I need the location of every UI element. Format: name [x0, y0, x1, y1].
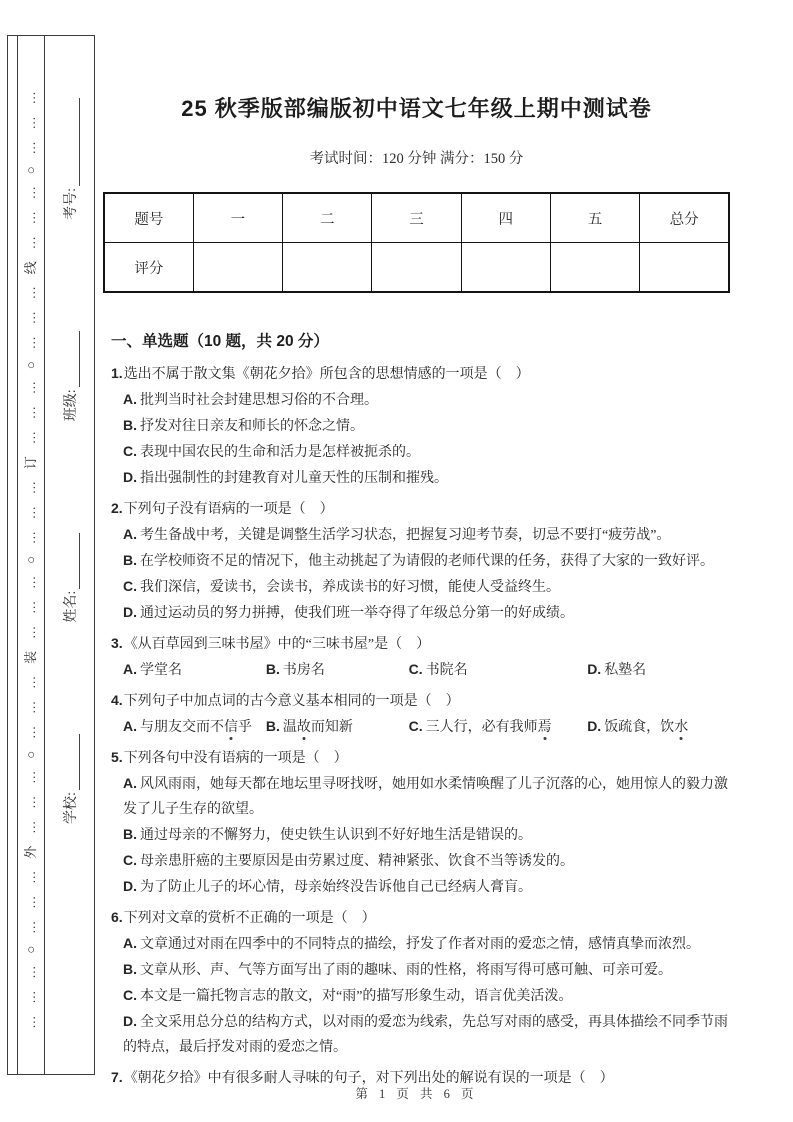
option-letter: D.	[123, 604, 137, 620]
option-letter: C.	[123, 987, 137, 1003]
options-row	[111, 657, 730, 683]
option-letter: A.	[123, 935, 137, 951]
option: B. 书房名	[265, 661, 325, 678]
option: C. 我们深信，爱读书，会读书，养成读书的好习惯，能使人受益终生。	[123, 578, 560, 595]
score-table-header-cell: 二	[283, 193, 372, 243]
option: C. 书院名	[408, 661, 468, 678]
score-cell	[372, 243, 461, 293]
option: B. 抒发对往日亲友和师长的怀念之情。	[123, 417, 364, 434]
question-number: 3.	[111, 635, 123, 651]
student-fields-column	[45, 36, 94, 1074]
option: B. 通过母亲的不懈努力，使史铁生认识到不好好地生活是错误的。	[123, 826, 532, 843]
margin-field-label: 班级:	[64, 389, 79, 422]
score-table-header-row	[104, 193, 729, 243]
question-number: 5.	[111, 749, 123, 765]
option: A. 考生备战中考，关键是调整生活学习状态，把握复习迎考节奏，切忌不要打“疲劳战”。	[123, 526, 671, 543]
question-number: 4.	[111, 692, 123, 708]
binding-line-text: ………○………外………○………装………○………订………○………线………○………	[23, 79, 38, 1029]
emphasis-dot-char: 焉	[537, 720, 552, 735]
margin-field-label: 姓名:	[64, 590, 79, 623]
binding-margin	[7, 35, 95, 1075]
option: D. 私塾名	[587, 661, 647, 678]
option-letter: B.	[123, 552, 137, 568]
option-letter: B.	[265, 718, 280, 734]
question-number: 6.	[111, 909, 123, 925]
score-table-header-cell: 一	[193, 193, 282, 243]
option-letter: C.	[123, 852, 137, 868]
score-table-body	[104, 193, 729, 292]
question-text: 2.下列句子没有语病的一项是（ ）	[111, 500, 334, 517]
option-letter: A.	[123, 661, 137, 677]
question-text: 3.《从百草园到三味书屋》中的“三味书屋”是（ ）	[111, 635, 431, 652]
question-number: 1.	[111, 365, 123, 381]
score-cell	[283, 243, 372, 293]
option: A. 与朋友交而不信乎	[123, 718, 252, 735]
margin-field	[60, 98, 80, 220]
option: D. 为了防止儿子的坏心情，母亲始终没告诉他自己已经病人膏肓。	[123, 878, 532, 895]
option-letter: C.	[408, 661, 423, 677]
score-row-label: 评分	[104, 243, 193, 293]
option: A. 学堂名	[123, 661, 182, 678]
binding-margin-spacer	[8, 36, 18, 1074]
option: A. 风风雨雨，她每天都在地坛里寻呀找呀，她用如水柔情唤醒了儿子沉落的心，她用惊人的毅力激发了儿子生存的欲望。	[123, 775, 728, 817]
question	[111, 496, 730, 626]
section-heading: 一、单选题（10 题，共 20 分）	[111, 333, 329, 350]
score-table-header-cell: 四	[461, 193, 550, 243]
margin-fields	[45, 36, 95, 1072]
option-letter: C.	[408, 718, 423, 734]
margin-field-blank	[64, 98, 80, 186]
option: C. 本文是一篇托物言志的散文，对“雨”的描写形象生动，语言优美活泼。	[123, 987, 573, 1004]
margin-field	[60, 533, 80, 623]
margin-field-label: 学校:	[64, 792, 79, 824]
score-table-header-cell: 五	[550, 193, 639, 243]
option-letter: D.	[587, 661, 602, 677]
emphasis-dot-char: 水	[674, 720, 689, 735]
option-letter: B.	[123, 826, 137, 842]
emphasis-dot-char: 故	[296, 720, 311, 735]
option-letter: A.	[123, 391, 137, 407]
score-table-header-cell: 三	[372, 193, 461, 243]
question	[111, 688, 730, 740]
option-letter: A.	[123, 526, 137, 542]
exam-info: 考试时间：120 分钟 满分：150 分	[309, 151, 524, 167]
score-table-row	[104, 243, 729, 293]
score-table-header-cell: 总分	[640, 193, 729, 243]
question	[111, 361, 730, 491]
option-letter: D.	[587, 718, 602, 734]
question-text: 5.下列各句中没有语病的一项是（ ）	[111, 749, 348, 766]
option: B. 在学校师资不足的情况下，他主动挑起了为请假的老师代课的任务，获得了大家的一致好评。	[123, 552, 714, 569]
questions	[103, 361, 730, 1091]
question-text: 4.下列句子中加点词的古今意义基本相同的一项是（ ）	[111, 692, 460, 709]
question-text: 6.下列对文章的赏析不正确的一项是（ ）	[111, 909, 376, 926]
page-number: 第 1 页 共 6 页	[355, 1087, 478, 1101]
option-letter: C.	[123, 443, 137, 459]
option-letter: D.	[123, 878, 137, 894]
binding-line-column	[18, 36, 45, 1074]
option-letter: B.	[265, 661, 280, 677]
option-letter: B.	[123, 961, 137, 977]
option-letter: B.	[123, 417, 137, 433]
option: A. 文章通过对雨在四季中的不同特点的描绘，抒发了作者对雨的爱恋之情，感情真挚而浓烈。	[123, 935, 700, 952]
question-number: 7.	[111, 1069, 123, 1085]
question	[111, 905, 730, 1060]
question-text: 7.《朝花夕拾》中有很多耐人寻味的句子，对下列出处的解说有误的一项是（ ）	[111, 1069, 614, 1086]
score-cell	[640, 243, 729, 293]
score-table-corner-label: 题号	[104, 193, 193, 243]
score-cell	[461, 243, 550, 293]
margin-field	[60, 734, 80, 824]
option-letter: D.	[123, 1013, 137, 1029]
option-letter: A.	[123, 775, 137, 791]
score-table	[103, 192, 730, 293]
option: D. 通过运动员的努力拼搏，使我们班一举夺得了年级总分第一的好成绩。	[123, 604, 574, 621]
option-letter: C.	[123, 578, 137, 594]
margin-field-blank	[64, 533, 80, 589]
margin-field-blank	[64, 331, 80, 387]
question	[111, 745, 730, 900]
option: B. 温故而知新	[265, 718, 353, 735]
option-letter: D.	[123, 469, 137, 485]
options-row	[111, 714, 730, 740]
question	[111, 631, 730, 683]
option: D. 全文采用总分总的结构方式，以对雨的爱恋为线索，先总写对雨的感受，再具体描绘不同季节雨的特点，最后抒发对雨的爱恋之情。	[123, 1013, 728, 1055]
option: C. 三人行，必有我师焉	[408, 718, 552, 735]
option: C. 表现中国农民的生命和活力是怎样被扼杀的。	[123, 443, 420, 460]
option-letter: A.	[123, 718, 137, 734]
question-number: 2.	[111, 500, 123, 516]
option: C. 母亲患肝癌的主要原因是由劳累过度、精神紧张、饮食不当等诱发的。	[123, 852, 574, 869]
score-cell	[550, 243, 639, 293]
question-text: 1.选出不属于散文集《朝花夕拾》所包含的思想情感的一项是（ ）	[111, 365, 530, 382]
score-cell	[193, 243, 282, 293]
option: D. 指出强制性的封建教育对儿童天性的压制和摧残。	[123, 469, 448, 486]
page-content	[103, 78, 730, 1091]
margin-field-label: 考号:	[64, 188, 79, 220]
option: B. 文章从形、声、气等方面写出了雨的趣味、雨的性格，将雨写得可感可触、可亲可爱。	[123, 961, 672, 978]
margin-field	[60, 331, 80, 421]
exam-title: 25 秋季版部编版初中语文七年级上期中测试卷	[181, 96, 652, 121]
option: A. 批判当时社会封建思想习俗的不合理。	[123, 391, 378, 408]
emphasis-dot-char: 信	[224, 720, 238, 735]
margin-field-blank	[64, 734, 80, 790]
option: D. 饭疏食，饮水	[587, 718, 689, 735]
